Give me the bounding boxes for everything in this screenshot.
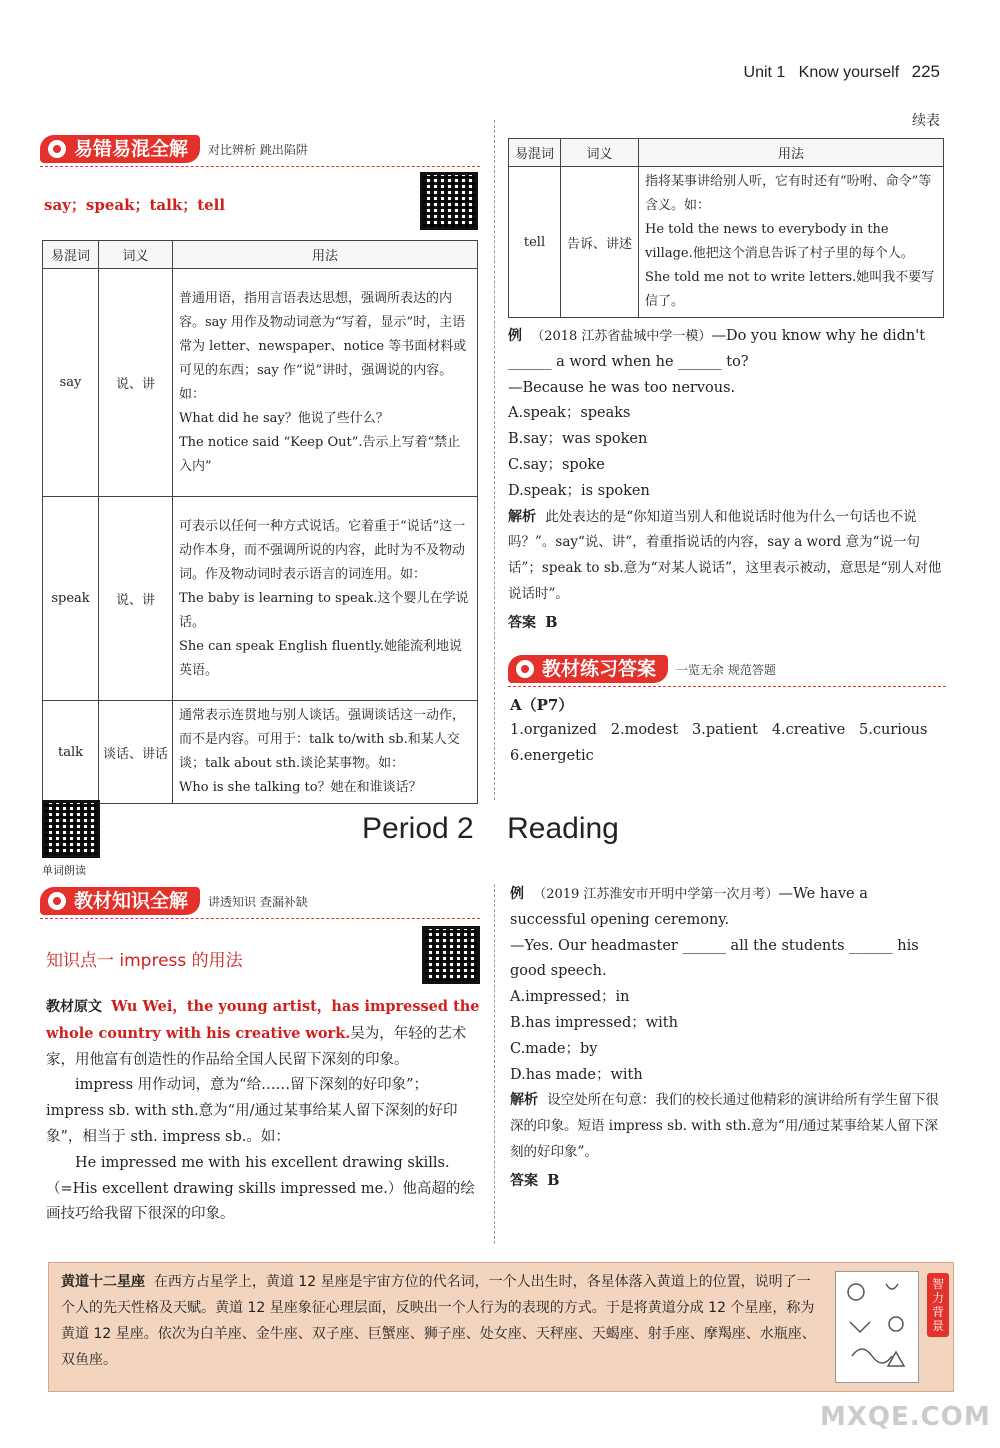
- banner-subtitle: 对比辨析 跳出陷阱: [208, 142, 308, 157]
- qr-code-icon[interactable]: [422, 926, 480, 984]
- table-row: [43, 497, 478, 701]
- zodiac-illustration: [835, 1271, 919, 1383]
- period-title: Period 2 Reading: [362, 812, 619, 845]
- continued-table: [508, 138, 944, 318]
- background-tag: 智力背景: [927, 1273, 949, 1337]
- zodiac-icon: [836, 1272, 920, 1384]
- list-item: 2.modest: [610, 722, 679, 738]
- word-cell: speak: [43, 497, 99, 701]
- banner-title: 易错易混全解: [40, 135, 200, 163]
- banner-subtitle: 一览无余 规范答题: [676, 662, 776, 677]
- example-1: [508, 324, 946, 637]
- background-text: [61, 1269, 819, 1373]
- col-header-word: 易混词: [509, 139, 561, 167]
- table-row: [509, 167, 944, 318]
- column-divider: [494, 120, 495, 800]
- unit-title: Know yourself: [798, 64, 900, 81]
- option-d: D.speak；is spoken: [508, 482, 650, 499]
- banner-underline: [40, 166, 480, 167]
- col-header-meaning: 词义: [561, 139, 639, 167]
- answer-value: B: [545, 613, 558, 631]
- usage-cell: 指将某事讲给别人听，它有时还有“吩咐、命令”等含义。如： He told the news to everybody in the village.他把这个消息告诉了村子里的每个人。 She told me not to write letters.她叫我不要写信了。: [639, 167, 944, 318]
- meaning-cell: 说、讲: [99, 269, 173, 497]
- col-header-usage: 用法: [173, 241, 478, 269]
- confusable-table: [42, 240, 478, 804]
- unit-label: Unit 1: [743, 64, 786, 81]
- usage-cell: 通常表示连贯地与别人谈话。强调谈话这一动作，而不是内容。可用于：talk to/with sb.和某人交谈；talk about sth.谈论某事物。如： Who is she talking to？她在和谁谈话？: [173, 701, 478, 804]
- meaning-cell: 说、讲: [99, 497, 173, 701]
- word-cell: say: [43, 269, 99, 497]
- option-b: B.has impressed；with: [510, 1014, 678, 1031]
- answer-label: 答案: [508, 614, 536, 631]
- source-chinese: 吴为，年轻的艺术家，用他富有创造性的作品给全国人民留下深刻的印象。: [46, 1025, 467, 1068]
- answer-value: B: [547, 1171, 560, 1189]
- col-header-meaning: 词义: [99, 241, 173, 269]
- qr-label: 单词朗读: [42, 864, 86, 877]
- list-item: 3.patient: [692, 722, 758, 738]
- example-sentence: He impressed me with his excellent drawing skills.（=His excellent drawing skills impressed me.）他高超的绘画技巧给我留下很深的印象。: [46, 1154, 475, 1223]
- option-a: A.impressed；in: [510, 989, 630, 1006]
- background-body: 在西方占星学上，黄道 12 星座是宇宙方位的代名词，一个人出生时，各星体落入黄道上的位置，说明了一个人的先天性格及天赋。黄道 12 星座象征心理层面，反映出一个人行为的表现的方式。于是将黄道分成 12 个星座，称为黄道 12 星座。依次为白羊座、金牛座、双子座、巨蟹座、狮子座、处女座、天秤座、天蝎座、射手座、摩羯座、水瓶座、双鱼座。: [61, 1274, 816, 1368]
- question-line: —Do you know why he didn't ______ a word when he ______ to?: [508, 328, 926, 370]
- usage-cell: 普通用语，指用言语表达思想，强调所表达的内容。say 用作及物动词意为“写着，显示”时，主语常为 letter、newspaper、notice 等书面材料或可见的东西；say 作“说”讲时，强调说的内容。如： What did he say？他说了些什么？ The notice said “Keep Out”.告示上写着“禁止入内”: [173, 269, 478, 497]
- question-line: —We have a successful opening ceremony.: [510, 886, 868, 928]
- source-label: 教材原文: [46, 999, 102, 1015]
- col-header-word: 易混词: [43, 241, 99, 269]
- background-title: 黄道十二星座: [61, 1274, 145, 1290]
- analysis-text: 此处表达的是“你知道当别人和他说话时他为什么一句话也不说吗？”。say“说、讲”，着重指说话的内容，say a word 意为“说一句话”；speak to sb.意为“对某人说话”，这里表示被动，意思是“别人对他说话时”。: [508, 508, 942, 602]
- knowledge-point-title: 知识点一 impress 的用法: [46, 951, 243, 971]
- usage-cell: 可表示以任何一种方式说话。它着重于“说话”这一动作本身，而不强调所说的内容，此时为不及物动词。作及物动词时表示语言的词连用。如： The baby is learning to speak.这个婴儿在学说话。 She can speak English fluently.她能流利地说英语。: [173, 497, 478, 701]
- analysis-text: 设空处所在句意：我们的校长通过他精彩的演讲给所有学生留下很深的印象。短语 impress sb. with sth.意为“用/通过某事给某人留下深刻的好印象”。: [510, 1092, 939, 1160]
- list-item: 5.curious: [859, 722, 928, 738]
- page-header: [744, 62, 940, 82]
- option-c: C.say；spoke: [508, 456, 605, 473]
- option-b: B.say；was spoken: [508, 431, 648, 448]
- banner-underline: [508, 686, 946, 687]
- example-label: 例: [510, 886, 524, 902]
- meaning-cell: 谈话、讲话: [99, 701, 173, 804]
- example-label: 例: [508, 328, 522, 344]
- background-knowledge-box: [48, 1262, 954, 1392]
- option-a: A.speak；speaks: [508, 405, 631, 422]
- list-item: 6.energetic: [510, 747, 594, 764]
- answer-label: 答案: [510, 1172, 538, 1189]
- example-source: （2019 江苏淮安市开明中学第一次月考）: [533, 887, 779, 902]
- option-d: D.has made；with: [510, 1066, 643, 1083]
- section-banner-answers: [508, 654, 776, 684]
- page-number: 225: [911, 62, 940, 81]
- meaning-cell: 告诉、讲述: [561, 167, 639, 318]
- qr-code-icon[interactable]: [420, 172, 478, 230]
- knowledge-body: [46, 994, 480, 1228]
- table-row: [43, 701, 478, 804]
- banner-title: 教材练习答案: [508, 655, 668, 683]
- list-item: 4.creative: [771, 722, 846, 738]
- section-banner-knowledge: [40, 886, 308, 916]
- explain-text: impress 用作动词，意为“给……留下深刻的好印象”；impress sb. with sth.意为“用/通过某事给某人留下深刻的好印象”，相当于 sth. impress sb.。如：: [46, 1077, 458, 1145]
- analysis-label: 解析: [510, 1092, 538, 1109]
- banner-title: 教材知识全解: [40, 887, 200, 915]
- banner-underline: [40, 918, 480, 919]
- option-c: C.made；by: [510, 1040, 598, 1057]
- word-cell: talk: [43, 701, 99, 804]
- banner-subtitle: 讲透知识 查漏补缺: [208, 894, 308, 909]
- continued-label: 续表: [912, 113, 940, 129]
- answer-line: —Yes. Our headmaster ______ all the students ______ his good speech.: [510, 937, 919, 980]
- qr-code-icon[interactable]: [42, 800, 100, 858]
- col-header-usage: 用法: [639, 139, 944, 167]
- watermark: MXQE.COM: [820, 1402, 991, 1432]
- list-item: 1.organized: [510, 722, 597, 738]
- analysis-label: 解析: [508, 508, 536, 525]
- example-source: （2018 江苏省盐城中学一模）: [531, 329, 712, 344]
- section-banner-errors: [40, 134, 308, 164]
- source-english: Wu Wei，the young artist，has impressed the whole country with his creative work.: [46, 998, 480, 1042]
- example-2: [510, 882, 948, 1195]
- answer-line: —Because he was too nervous.: [508, 379, 736, 396]
- word-cell: tell: [509, 167, 561, 318]
- answers-list: [510, 718, 946, 770]
- column-divider: [494, 884, 495, 1244]
- table-row: [43, 269, 478, 497]
- confusable-words: say；speak；talk；tell: [44, 196, 226, 214]
- answers-heading: A（P7）: [510, 696, 574, 714]
